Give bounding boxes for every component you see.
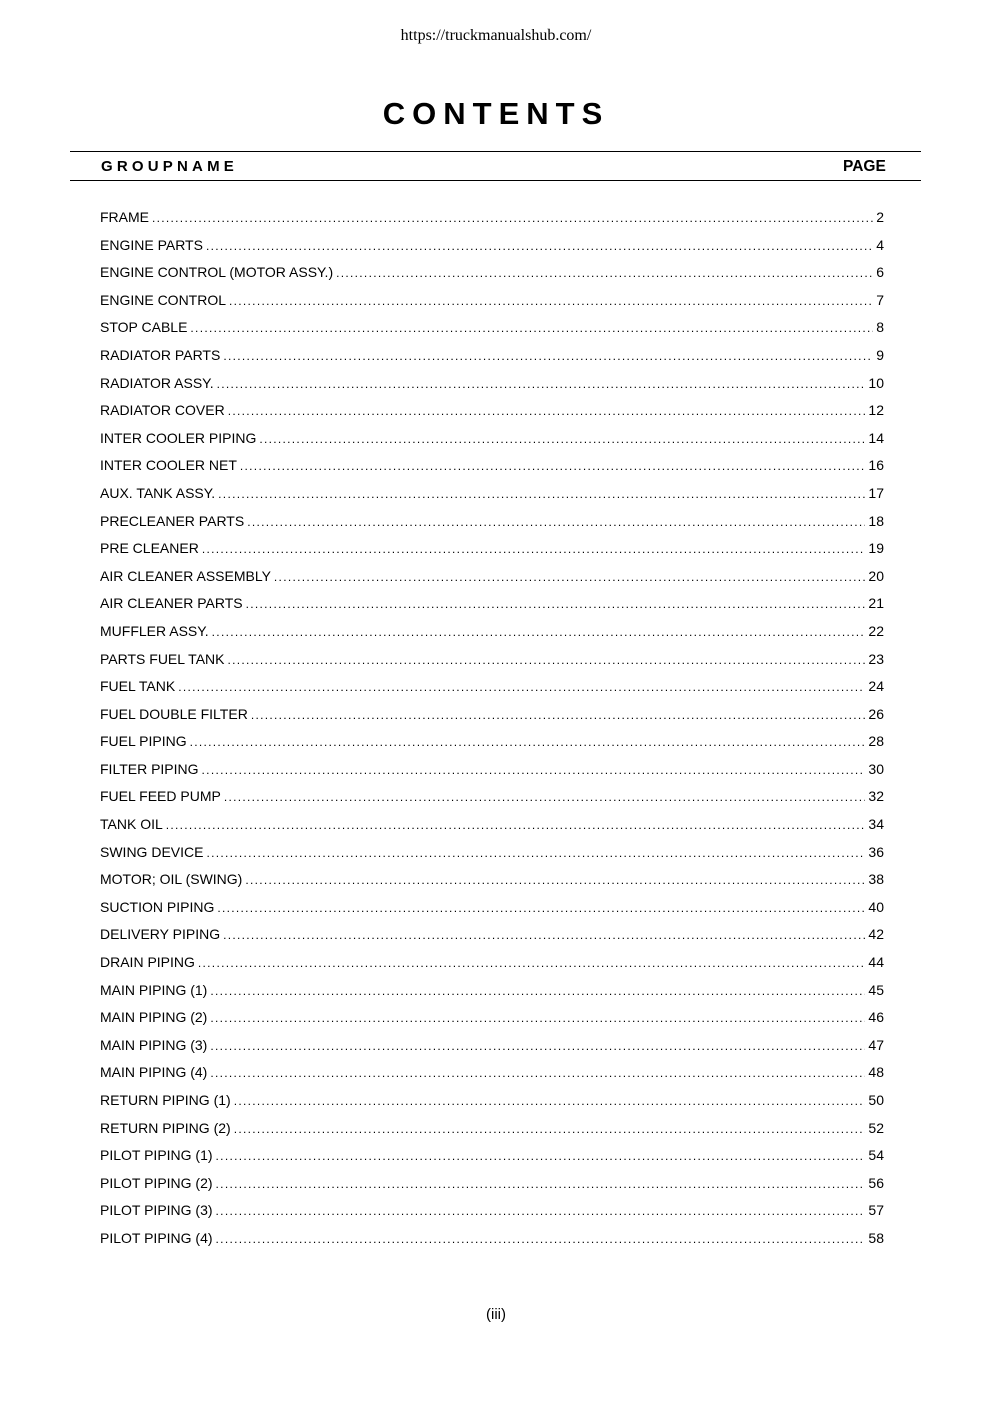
column-header-groupname: GROUPNAME [101,158,238,175]
toc-entry-page: 58 [868,1229,884,1246]
toc-entry-name: RETURN PIPING (1) [100,1092,231,1108]
toc-entry-page: 14 [868,429,884,446]
toc-entry-name: ENGINE CONTROL (MOTOR ASSY.) [100,264,334,281]
toc-entry-name: PILOT PIPING (3) [100,1202,213,1219]
dot-leader [228,404,866,418]
toc-entry-page: 12 [868,402,884,419]
toc-entry [100,706,884,734]
toc-entry [100,430,884,458]
toc-entry-name: RETURN PIPING (2) [100,1119,231,1136]
toc-entry [100,513,884,541]
dot-leader [216,1149,866,1163]
toc-entry [100,871,884,899]
toc-entry [100,237,884,265]
toc-entry-name: MUFFLER ASSY. [100,622,209,639]
toc-entry-name: MOTOR; OIL (SWING) [100,871,243,888]
toc-entry-name: FUEL DOUBLE FILTER [100,705,248,722]
toc-entry [100,1092,884,1120]
toc-entry-name: PILOT PIPING (4) [100,1229,213,1246]
toc-entry-name: MAIN PIPING (4) [100,1064,208,1081]
dot-leader [152,211,873,225]
toc-entry [100,623,884,651]
toc-entry-page: 26 [868,705,884,722]
dot-leader [247,515,865,529]
toc-entry [100,375,884,403]
toc-entry [100,485,884,513]
toc-entry [100,209,884,237]
dot-leader [166,818,866,832]
dot-leader [198,956,866,970]
source-url: https://truckmanualshub.com/ [400,27,592,44]
toc-entry [100,982,884,1010]
toc-entry-page: 8 [876,319,884,336]
toc-entry-page: 23 [868,650,884,667]
toc-entry-name: FILTER PIPING [100,760,199,777]
toc-entry-page: 30 [868,760,884,777]
toc-entry-name: ENGINE PARTS [100,236,203,253]
dot-leader [240,459,866,473]
dot-leader [190,321,873,335]
toc-entry-page: 54 [868,1147,884,1164]
header-bottom-rule [70,180,921,181]
toc-entry-name: DELIVERY PIPING [100,926,221,943]
toc-entry-page: 45 [868,981,884,998]
toc-entry-name: PILOT PIPING (2) [100,1174,213,1191]
toc-entry [100,1147,884,1175]
toc-entry [100,788,884,816]
toc-entry-name: RADIATOR PARTS [100,346,221,363]
dot-leader [234,1122,866,1136]
toc-entry-name: TANK OIL [100,816,163,833]
toc-entry-name: PRE CLEANER [100,540,199,557]
dot-leader [224,790,866,804]
dot-leader [178,680,865,694]
toc-entry [100,457,884,485]
dot-leader [251,708,866,722]
page-title: CONTENTS [382,96,610,131]
toc-entry [100,568,884,596]
toc-entry-page: 56 [868,1174,884,1191]
dot-leader [229,294,873,308]
page-number: (iii) [486,1306,506,1323]
toc-entry-name: PILOT PIPING (1) [100,1147,213,1164]
toc-entry-name: STOP CABLE [100,319,188,336]
dot-leader [217,901,865,915]
toc-entry-page: 22 [868,622,884,639]
toc-entry-name: MAIN PIPING (2) [100,1009,208,1026]
toc-entry [100,899,884,927]
toc-entry-name: SWING DEVICE [100,843,204,860]
toc-entry [100,402,884,430]
toc-entry-name: AUX. TANK ASSY. [100,484,216,501]
toc-entry-page: 24 [868,678,884,695]
toc-entry-page: 47 [868,1036,884,1053]
toc-entry-page: 19 [868,540,884,557]
toc-entry-name: ENGINE CONTROL [100,291,227,308]
toc-entry-name: FUEL PIPING [100,733,187,750]
dot-leader [336,266,873,280]
toc-entry [100,844,884,872]
dot-leader [210,1011,865,1025]
toc-entry-name: MAIN PIPING (1) [100,981,208,998]
dot-leader [216,1232,866,1246]
toc-entry [100,1202,884,1230]
dot-leader [245,873,865,887]
column-header-page: PAGE [843,158,886,175]
toc-entry [100,1064,884,1092]
dot-leader [210,1039,865,1053]
dot-leader [206,846,865,860]
toc-entry-page: 10 [868,374,884,391]
toc-entry-name: FRAME [100,209,149,225]
toc-entry [100,1009,884,1037]
toc-entry [100,678,884,706]
toc-entry [100,1230,884,1258]
toc-entry [100,292,884,320]
dot-leader [223,349,873,363]
toc-entry-page: 42 [868,926,884,943]
toc-entry-page: 6 [876,264,884,281]
toc-entry [100,816,884,844]
toc-entry [100,347,884,375]
dot-leader [217,377,866,391]
toc-entry-page: 7 [876,291,884,308]
toc-entry-name: DRAIN PIPING [100,954,195,971]
dot-leader [190,735,866,749]
toc-entry-name: SUCTION PIPING [100,898,215,915]
toc-entry-name: RADIATOR COVER [100,402,225,419]
toc-entry [100,1037,884,1065]
toc-entry-page: 40 [868,898,884,915]
dot-leader [259,432,865,446]
toc-entry-page: 4 [876,236,884,253]
toc-entry-name: FUEL FEED PUMP [100,788,221,805]
dot-leader [223,928,865,942]
toc-entry-page: 32 [868,788,884,805]
toc-entry-name: PRECLEANER PARTS [100,512,245,529]
dot-leader [216,1204,866,1218]
toc-entry-page: 16 [868,457,884,474]
toc-entry-name: INTER COOLER NET [100,457,237,474]
dot-leader [206,239,873,253]
toc-entry-page: 28 [868,733,884,750]
toc-entry-page: 52 [868,1119,884,1136]
toc-entry-page: 17 [868,484,884,501]
dot-leader [216,1177,866,1191]
toc-entry-page: 18 [868,512,884,529]
toc-entry-name: AIR CLEANER ASSEMBLY [100,567,271,584]
toc-entry-page: 21 [868,595,884,612]
dot-leader [227,653,865,667]
toc-entry-page: 2 [876,209,884,225]
dot-leader [202,763,866,777]
toc-entry-name: INTER COOLER PIPING [100,429,257,446]
dot-leader [212,625,866,639]
header-top-rule [70,151,921,152]
dot-leader [246,597,866,611]
toc-entry-page: 57 [868,1202,884,1219]
toc-entry-name: FUEL TANK [100,678,176,695]
dot-leader [274,570,866,584]
toc-entry [100,264,884,292]
toc-entry [100,1120,884,1148]
toc-entry [100,651,884,679]
toc-entry [100,926,884,954]
dot-leader [210,1066,865,1080]
dot-leader [202,542,866,556]
toc-entry [100,1175,884,1203]
dot-leader [218,487,865,501]
toc-entry [100,954,884,982]
toc-entry-page: 38 [868,871,884,888]
toc-entry-name: MAIN PIPING (3) [100,1036,208,1053]
toc-entry-page: 44 [868,954,884,971]
toc-entry-page: 50 [868,1092,884,1108]
toc-entry [100,319,884,347]
toc-entry-page: 46 [868,1009,884,1026]
toc-entry-name: PARTS FUEL TANK [100,650,225,667]
toc-entry [100,733,884,761]
toc-entry-page: 36 [868,843,884,860]
toc-entry [100,595,884,623]
toc-entry-page: 34 [868,816,884,833]
toc-entry-name: RADIATOR ASSY. [100,374,214,391]
contents-list [100,209,884,1258]
toc-entry-name: AIR CLEANER PARTS [100,595,243,612]
dot-leader [210,984,865,998]
toc-entry [100,761,884,789]
toc-entry-page: 20 [868,567,884,584]
toc-entry-page: 48 [868,1064,884,1081]
dot-leader [234,1094,866,1108]
toc-entry [100,540,884,568]
toc-entry-page: 9 [876,346,884,363]
